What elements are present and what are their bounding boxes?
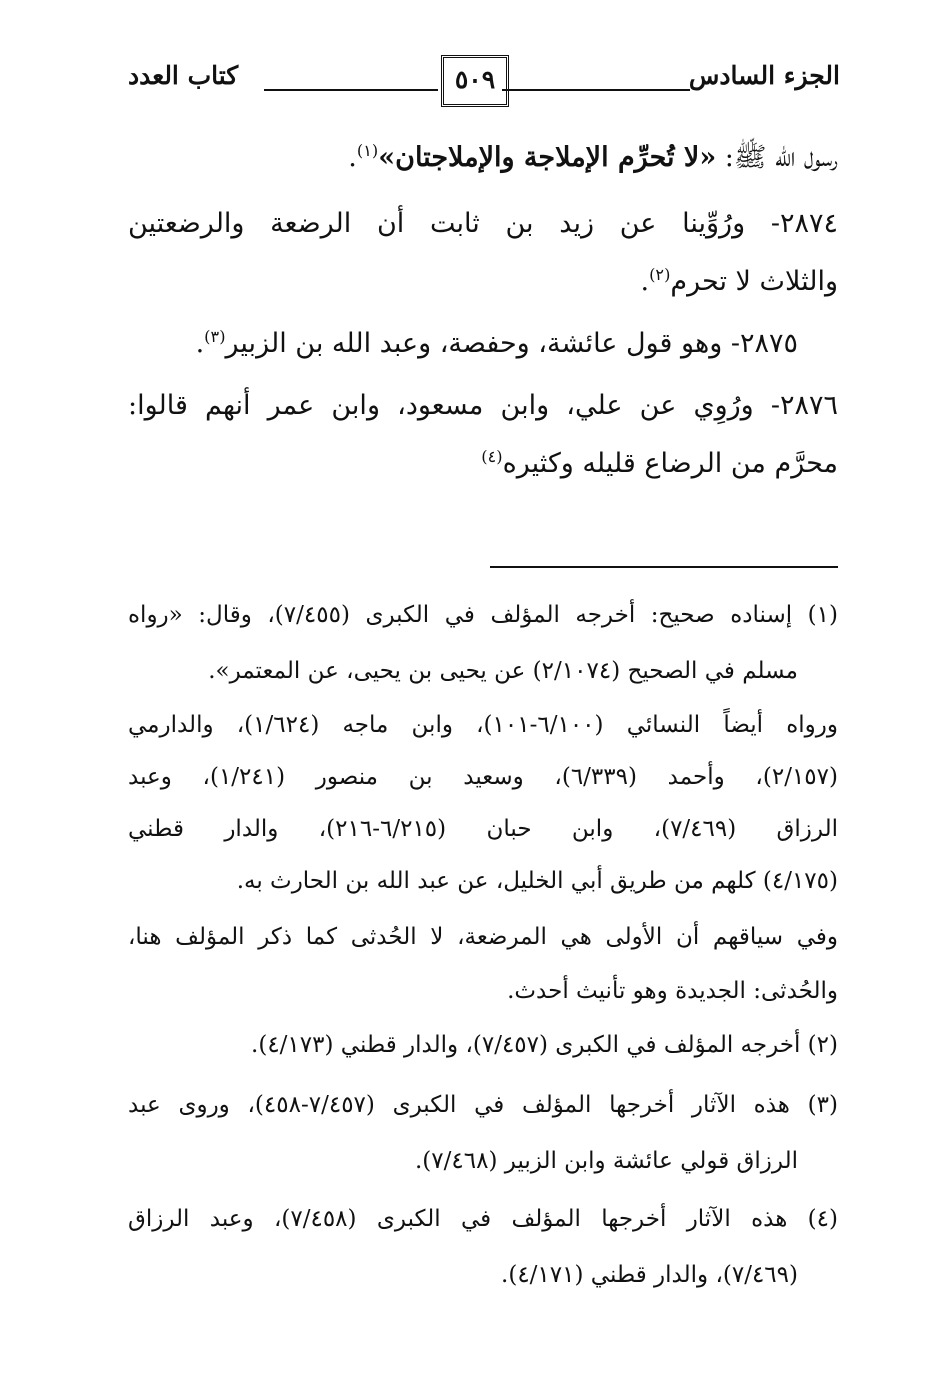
paragraph-2875-text: ٢٨٧٥- وهو قول عائشة، وحفصة، وعبد الله بن الزبير [225, 328, 798, 359]
footnote-1-line-6: (٤/١٧٥) كلهم من طريق أبي الخليل، عن عبد الله بن الحارث به. [236, 868, 838, 894]
footnote-1-line-5: الرزاق (٧/٤٦٩)، وابن حبان (٦/٢١٥-٢١٦)، والدار قطني [128, 816, 838, 842]
page-header [128, 55, 840, 111]
footnote-1-line-7: وفي سياقهم أن الأولى هي المرضعة، لا الحُدثى كما ذكر المؤلف هنا، [128, 924, 838, 950]
footnote-1-line-3: ورواه أيضاً النسائي (٦/١٠٠-١٠١)، وابن ماجه (١/٦٢٤)، والدارمي [128, 712, 838, 738]
footnote-ref-3: (٣) [204, 327, 226, 346]
paragraph-2876-line-1: ٢٨٧٦- ورُوِي عن علي، وابن مسعود، وابن عمر أنهم قالوا: [128, 390, 838, 421]
paragraph-2874-line-2 [640, 266, 838, 298]
footnote-1-line-8: والحُدثى: الجديدة وهو تأنيث أحدث. [507, 978, 838, 1004]
paragraph-2875-end: . [195, 328, 205, 359]
footnote-ref-2: (٢) [649, 265, 671, 284]
page-number: ٥٠٩ [441, 55, 509, 107]
footnote-1-line-4: (٢/١٥٧)، وأحمد (٦/٣٣٩)، وسعيد بن منصور (١/٢٤١)، وعبد [128, 764, 838, 790]
header-rule-left [264, 89, 438, 91]
footnote-1-line-1: (١) إسناده صحيح: أخرجه المؤلف في الكبرى (٧/٤٥٥)، وقال: «رواه [128, 602, 838, 628]
paragraph-2874-line-1: ٢٨٧٤- ورُوِّينا عن زيد بن ثابت أن الرضعة والرضعتين [128, 208, 838, 239]
footnote-4-line-2: (٧/٤٦٩)، والدار قطني (٤/١٧١). [501, 1262, 798, 1288]
book-title: كتاب العدد [128, 61, 239, 90]
footnote-separator [490, 566, 838, 568]
footnote-ref-4: (٤) [481, 447, 503, 466]
footnote-4-line-1: (٤) هذه الآثار أخرجها المؤلف في الكبرى (٧/٤٥٨)، وعبد الرزاق [128, 1206, 838, 1232]
footnote-3-line-2: الرزاق قولي عائشة وابن الزبير (٧/٤٦٨). [415, 1148, 798, 1174]
footnote-2-line-1: (٢) أخرجه المؤلف في الكبرى (٧/٤٥٧)، والدار قطني (٤/١٧٣). [251, 1032, 838, 1058]
footnote-3-line-1: (٣) هذه الآثار أخرجها المؤلف في الكبرى (٧/٤٥٧-٤٥٨)، وروى عبد [128, 1092, 838, 1118]
footnote-1-line-2: مسلم في الصحيح (٢/١٠٧٤) عن يحيى بن يحيى، عن المعتمر». [208, 658, 798, 684]
main-line-1 [348, 142, 838, 174]
hadith-quote: «لا تُحرِّم الإملاجة والإملاجتان» [378, 142, 717, 173]
main-line-1-text: رسول الله ﷺ: [716, 142, 838, 173]
paragraph-2876-line-2 [481, 448, 838, 480]
paragraph-2874-line-2-text: والثلاث لا تحرم [670, 266, 838, 297]
header-rule-right [502, 89, 690, 91]
footnote-ref-1: (١) [356, 141, 379, 160]
paragraph-2875 [196, 328, 798, 360]
main-line-1-end: . [348, 142, 357, 173]
part-title: الجزء السادس [688, 61, 840, 90]
paragraph-2876-line-2-text: محرَّم من الرضاع قليله وكثيره [502, 448, 838, 479]
paragraph-2874-end: . [640, 266, 650, 297]
